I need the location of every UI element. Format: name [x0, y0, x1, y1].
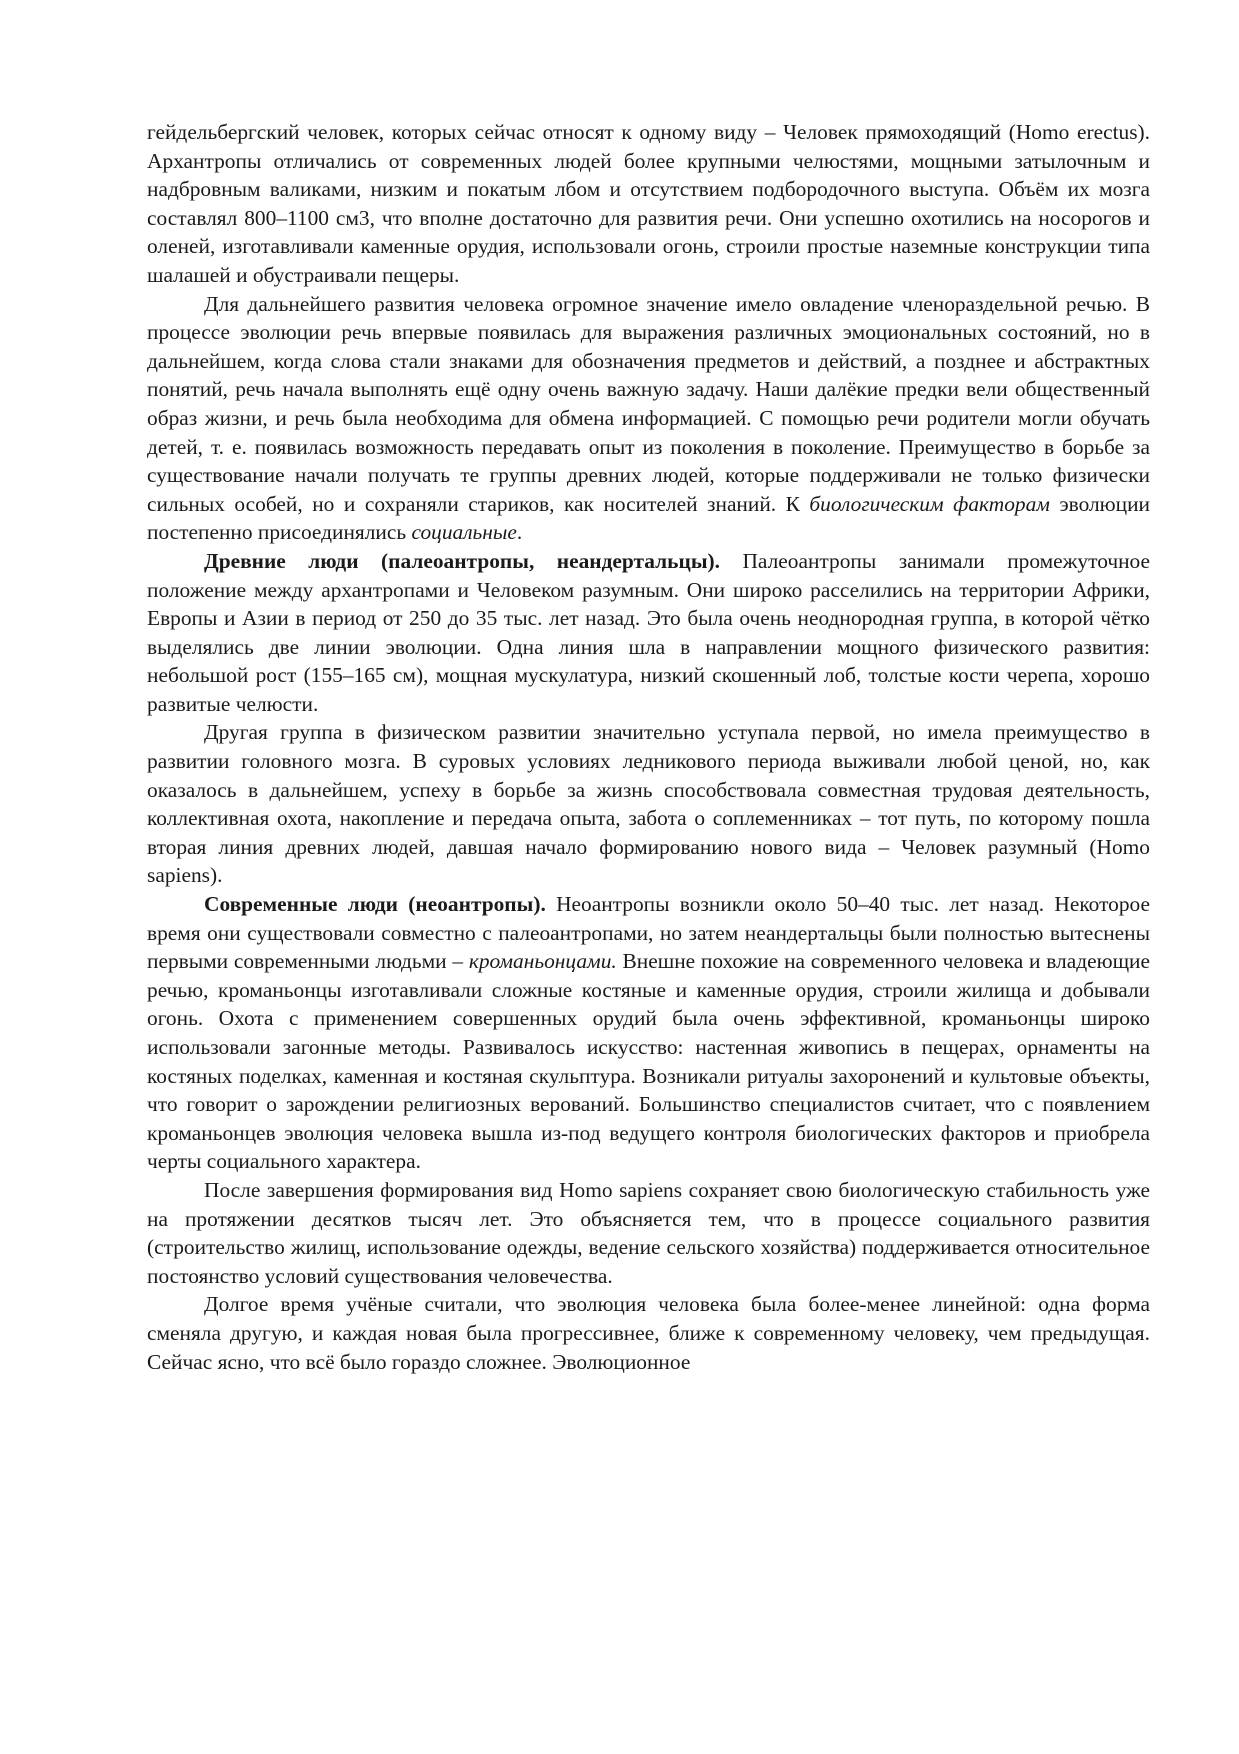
paragraph-text: Другая группа в физическом развитии значительно уступала первой, но имела преимущество в развитии головного мозга. В суровых условиях ледникового периода выживали любой ценой, но, как оказалось в дальнейшем, успеху в борьбе за жизнь способствовала совместная трудовая деятельность, коллективная охота, накопление и передача опыта, забота о соплеменниках – тот путь, по которому пошла вторая линия древних людей, давшая начало формированию нового вида – Человек разумный (Homo sapiens).	[147, 720, 1150, 888]
paragraph-stability	[147, 1176, 1150, 1290]
italic-term-cromagnons: кроманьонцами.	[468, 949, 617, 974]
paragraph-text: гейдельбергский человек, которых сейчас относят к одному виду – Человек прямоходящий (Homo erectus). Архантропы отличались от современных людей более крупными челюстями, мощными затылочным и надбровным валиками, низким и покатым лбом и отсутствием подбородочного выступа. Объём их мозга составлял 800–1100 см3, что вполне достаточно для развития речи. Они успешно охотились на носорогов и оленей, изготавливали каменные орудия, использовали огонь, строили простые наземные конструкции типа шалашей и обустраивали пещеры.	[147, 120, 1150, 287]
paragraph-text: Внешне похожие на современного человека и владеющие речью, кроманьонцы изготавливали сложные костяные и каменные орудия, строили жилища и добывали огонь. Охота с применением совершенных орудий была очень эффективной, кроманьонцы широко использовали загонные методы. Развивалось искусство: настенная живопись в пещерах, орнаменты на костяных поделках, каменная и костяная скульптура. Возникали ритуалы захоронений и культовые объекты, что говорит о зарождении религиозных верований. Большинство специалистов считает, что с появлением кроманьонцев эволюция человека вышла из-под ведущего контроля биологических факторов и приобрела черты социального характера.	[147, 949, 1150, 1174]
paragraph-second-group	[147, 718, 1150, 890]
paragraph-speech	[147, 290, 1150, 547]
paragraph-text: Долгое время учёные считали, что эволюция человека была более-менее линейной: одна форма сменяла другую, и каждая новая была прогрессивнее, ближе к современному человеку, чем предыдущая. Сейчас ясно, что всё было гораздо сложнее. Эволюционное	[147, 1292, 1150, 1374]
paragraph-evolution-linearity	[147, 1290, 1150, 1376]
paragraph-text: Палеоантропы занимали промежуточное положение между архантропами и Человеком разумным. Они широко расселились на территории Африки, Европы и Азии в период от 250 до 35 тыс. лет назад. Это была очень неоднородная группа, в которой чётко выделялись две линии эволюции. Одна линия шла в направлении мощного физического развития: небольшой рост (155–165 см), мощная мускулатура, низкий скошенный лоб, толстые кости черепа, хорошо развитые челюсти.	[147, 548, 1150, 716]
section-heading-neoanthropes: Современные люди (неоантропы).	[204, 892, 546, 917]
paragraph-paleoanthropes	[147, 547, 1150, 719]
paragraph-text: эволюции постепенно присоединялись	[147, 491, 1150, 545]
paragraph-text: Неоантропы возникли около 50–40 тыс. лет назад. Некоторое время они существовали совместно с палеоантропами, но затем неандертальцы были полностью вытеснены первыми современными людьми –	[147, 892, 1150, 974]
paragraph-text: .	[516, 520, 523, 545]
paragraph-text: После завершения формирования вид Homo sapiens сохраняет свою биологическую стабильность уже на протяжении десятков тысяч лет. Это объясняется тем, что в процессе социального развития (строительство жилищ, использование одежды, ведение сельского хозяйства) поддерживается относительное постоянство условий существования человечества.	[147, 1177, 1150, 1288]
paragraph-text: Для дальнейшего развития человека огромное значение имело овладение членораздельной речью. В процессе эволюции речь впервые появилась для выражения различных эмоциональных состояний, но в дальнейшем, когда слова стали знаками для обозначения предметов и действий, а позднее и абстрактных понятий, речь начала выполнять ещё одну очень важную задачу. Наши далёкие предки вели общественный образ жизни, и речь была необходима для обмена информацией. С помощью речи родители могли обучать детей, т. е. появилась возможность передавать опыт из поколения в поколение. Преимущество в борьбе за существование начали получать те группы древних людей, которые поддерживали не только физически сильных особей, но и сохраняли стариков, как носителей знаний. К	[147, 291, 1150, 516]
paragraph-homo-erectus	[147, 118, 1150, 290]
paragraph-neoanthropes	[147, 890, 1150, 1176]
document-page	[147, 118, 1150, 1376]
italic-term-biological-factors: биологическим факторам	[809, 491, 1050, 516]
section-heading-paleoanthropes: Древние люди (палеоантропы, неандертальцы).	[204, 548, 720, 573]
italic-term-social: социальные	[411, 520, 517, 545]
